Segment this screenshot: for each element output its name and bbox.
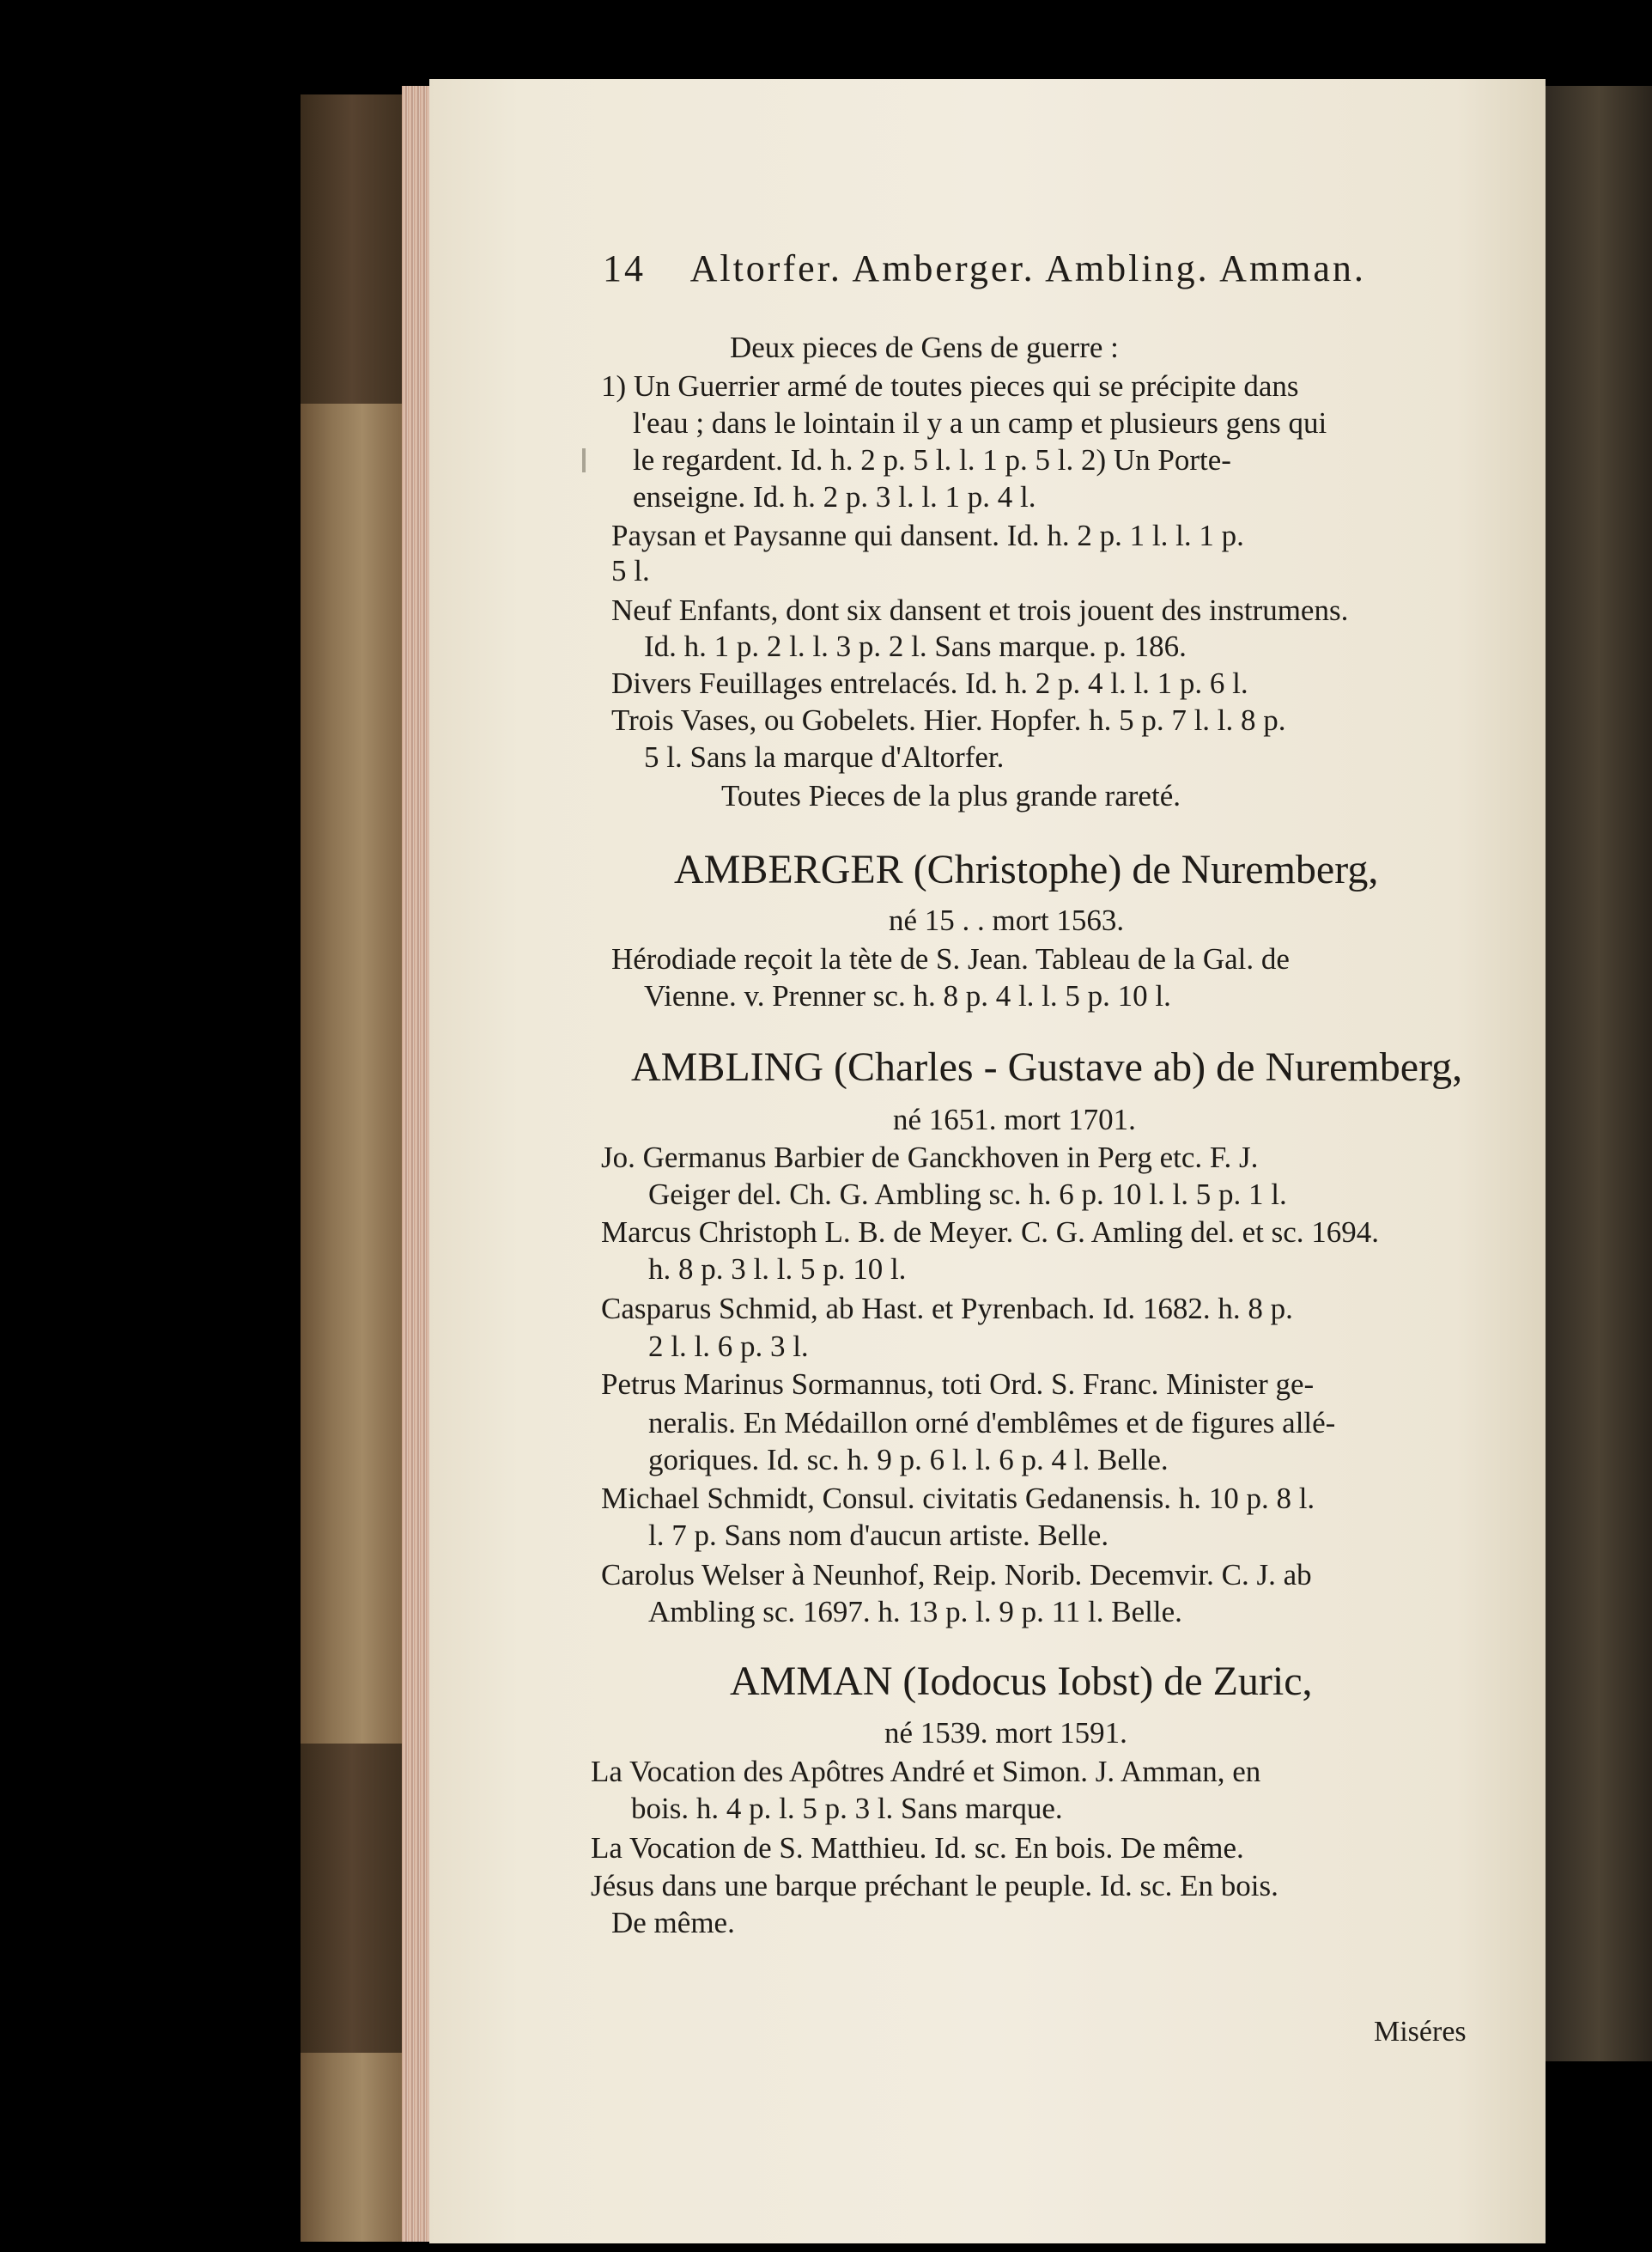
- text-line: Carolus Welser à Neunhof, Reip. Norib. Decemvir. C. J. ab: [601, 1558, 1312, 1592]
- text-line: Petrus Marinus Sormannus, toti Ord. S. Franc. Minister ge-: [601, 1367, 1315, 1401]
- text-line: Jésus dans une barque préchant le peuple. Id. sc. En bois.: [591, 1869, 1278, 1902]
- text-line: 5 l.: [611, 554, 650, 587]
- text-line: Michael Schmidt, Consul. civitatis Gedanensis. h. 10 p. 8 l.: [601, 1482, 1315, 1515]
- binding-band-bottom: [301, 1744, 404, 2053]
- book-binding-right: [1546, 86, 1652, 2061]
- text-line: Trois Vases, ou Gobelets. Hier. Hopfer. h. 5 p. 7 l. l. 8 p.: [611, 703, 1286, 737]
- running-title: Altorfer. Amberger. Ambling. Amman.: [689, 247, 1366, 289]
- text-line: Hérodiade reçoit la tète de S. Jean. Tableau de la Gal. de: [611, 942, 1290, 976]
- margin-mark: [582, 448, 586, 472]
- text-line: l'eau ; dans le lointain il y a un camp et plusieurs gens qui: [633, 406, 1327, 440]
- text-line: Casparus Schmid, ab Hast. et Pyrenbach. Id. 1682. h. 8 p.: [601, 1292, 1293, 1325]
- artist-heading: AMBERGER (Christophe) de Nuremberg,: [674, 847, 1379, 892]
- text-line: Paysan et Paysanne qui dansent. Id. h. 2 p. 1 l. l. 1 p.: [611, 519, 1244, 552]
- book-page: [429, 79, 1546, 2243]
- text-line: 1) Un Guerrier armé de toutes pieces qui se précipite dans: [601, 369, 1299, 403]
- text-line: neralis. En Médaillon orné d'emblêmes et de figures allé-: [648, 1406, 1336, 1439]
- text-line: l. 7 p. Sans nom d'aucun artiste. Belle.: [648, 1519, 1109, 1552]
- catchword: Miséres: [1374, 2016, 1467, 2048]
- text-line: goriques. Id. sc. h. 9 p. 6 l. l. 6 p. 4 l. Belle.: [648, 1443, 1169, 1476]
- text-line: Jo. Germanus Barbier de Ganckhoven in Perg etc. F. J.: [601, 1141, 1259, 1174]
- text-line: Neuf Enfants, dont six dansent et trois jouent des instrumens.: [611, 593, 1349, 627]
- text-line: h. 8 p. 3 l. l. 5 p. 10 l.: [648, 1252, 907, 1286]
- text-line: Toutes Pieces de la plus grande rareté.: [721, 779, 1181, 813]
- page-edges: [402, 86, 433, 2242]
- text-line: enseigne. Id. h. 2 p. 3 l. l. 1 p. 4 l.: [633, 480, 1036, 514]
- text-line: Vienne. v. Prenner sc. h. 8 p. 4 l. l. 5 p. 10 l.: [644, 979, 1171, 1013]
- artist-dates: né 1539. mort 1591.: [884, 1716, 1127, 1750]
- text-line: Ambling sc. 1697. h. 13 p. l. 9 p. 11 l. Belle.: [648, 1595, 1182, 1628]
- text-line: Geiger del. Ch. G. Ambling sc. h. 6 p. 10 l. l. 5 p. 1 l.: [648, 1178, 1287, 1211]
- text-line: La Vocation de S. Matthieu. Id. sc. En bois. De même.: [591, 1831, 1244, 1865]
- text-line: le regardent. Id. h. 2 p. 5 l. l. 1 p. 5 l. 2) Un Porte-: [633, 443, 1231, 477]
- artist-dates: né 1651. mort 1701.: [893, 1103, 1136, 1136]
- text-line: Marcus Christoph L. B. de Meyer. C. G. Amling del. et sc. 1694.: [601, 1215, 1380, 1249]
- page-number: 14: [603, 247, 646, 289]
- binding-band-top: [301, 94, 404, 404]
- artist-heading: AMMAN (Iodocus Iobst) de Zuric,: [730, 1659, 1313, 1704]
- text-line: bois. h. 4 p. l. 5 p. 3 l. Sans marque.: [631, 1792, 1063, 1825]
- artist-dates: né 15 . . mort 1563.: [889, 904, 1125, 937]
- text-line: 2 l. l. 6 p. 3 l.: [648, 1330, 809, 1363]
- book-binding-left: [301, 94, 404, 2242]
- text-line: 5 l. Sans la marque d'Altorfer.: [644, 740, 1005, 774]
- text-line: De même.: [611, 1906, 735, 1939]
- text-line: Id. h. 1 p. 2 l. l. 3 p. 2 l. Sans marque. p. 186.: [644, 630, 1187, 663]
- text-line: Deux pieces de Gens de guerre :: [730, 331, 1119, 364]
- running-header: [603, 247, 1366, 290]
- artist-heading: AMBLING (Charles - Gustave ab) de Nuremberg,: [631, 1044, 1463, 1090]
- text-line: La Vocation des Apôtres André et Simon. J. Amman, en: [591, 1755, 1261, 1788]
- text-line: Divers Feuillages entrelacés. Id. h. 2 p. 4 l. l. 1 p. 6 l.: [611, 666, 1248, 700]
